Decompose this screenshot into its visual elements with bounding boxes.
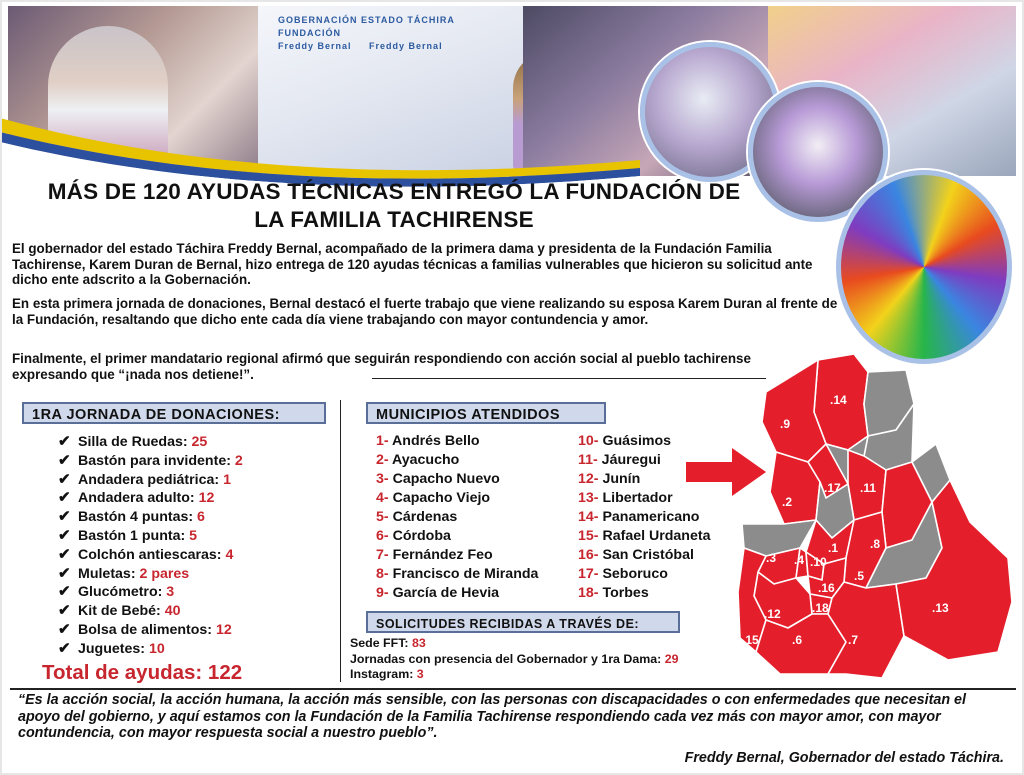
solicitud-label: Instagram: <box>350 667 417 681</box>
map-label: .18 <box>812 601 829 615</box>
municipio-number: 17- <box>578 566 599 582</box>
map-label: .9 <box>780 417 791 431</box>
map-label: .2 <box>782 495 793 509</box>
municipio-number: 9- <box>376 585 389 601</box>
paragraph-3: Finalmente, el primer mandatario regional afirmó que seguirán respondiendo con acción social al pueblo tachirense expresando que “¡nada nos detiene!”. <box>12 351 751 382</box>
municipio-number: 6- <box>376 528 389 544</box>
municipio-item <box>578 508 758 527</box>
municipio-number: 5- <box>376 509 389 525</box>
donation-label: Silla de Ruedas: <box>78 434 192 450</box>
map-label: .4 <box>794 553 805 567</box>
map-label: .12 <box>764 607 781 621</box>
municipio-number: 18- <box>578 585 599 601</box>
municipio-number: 4- <box>376 490 389 506</box>
donation-value: 40 <box>164 603 181 620</box>
donation-label: Colchón antiescaras: <box>78 546 226 563</box>
donation-value: 6 <box>197 509 205 526</box>
donation-value: 12 <box>215 621 232 638</box>
map-label: .10 <box>810 555 827 569</box>
municipio-item <box>578 565 758 584</box>
donation-item <box>58 527 348 546</box>
checkmark-icon: ✔ <box>58 620 71 638</box>
municipio-item <box>578 527 758 546</box>
backdrop-logo-4: Freddy Bernal <box>369 41 443 51</box>
solicitud-item <box>350 636 679 652</box>
donations-total: Total de ayudas: 122 <box>42 661 243 684</box>
donation-label: Kit de Bebé: <box>78 603 165 620</box>
donation-item <box>58 640 348 659</box>
municipio-number: 14- <box>578 509 599 525</box>
checkmark-icon: ✔ <box>58 583 71 601</box>
donation-label: Juguetes: <box>78 640 149 657</box>
municipio-name: Guásimos <box>598 433 672 449</box>
donation-label: Andadera adulto: <box>78 490 199 507</box>
headline <box>14 178 774 234</box>
municipio-item <box>376 470 576 489</box>
map-label: .7 <box>848 633 859 647</box>
paragraph-1: El gobernador del estado Táchira Freddy Bernal, acompañado de la primera dama y presidenta de la Fundación Familia Tachirense, Karem Duran de Bernal, hizo entrega de 120 ayudas técnicas a familias vulnerables que hicieron su solicitud ante dicho ente adscrito a la Gobernación. <box>12 241 813 288</box>
municipio-name: Rafael Urdaneta <box>598 528 711 544</box>
checkmark-icon: ✔ <box>58 545 71 563</box>
municipio-number: 3- <box>376 471 389 487</box>
column-divider <box>340 400 341 682</box>
municipio-number: 1- <box>376 433 389 449</box>
municipio-name: Seboruco <box>598 566 668 582</box>
donations-title: 1RA JORNADA DE DONACIONES: <box>22 402 326 424</box>
municipio-item <box>376 584 576 603</box>
municipio-name: San Cristóbal <box>598 547 694 563</box>
donation-value: 10 <box>148 640 165 657</box>
donation-label: Muletas: <box>78 565 140 582</box>
map-label: .17 <box>824 481 841 495</box>
municipio-number: 10- <box>578 433 599 449</box>
municipio-name: García de Hevia <box>388 585 500 601</box>
map-label: .1 <box>828 541 839 555</box>
circle-photo-toys <box>836 170 1012 364</box>
donation-value: 5 <box>189 527 198 544</box>
municipio-name: Córdoba <box>388 528 451 544</box>
solicitudes-title: SOLICITUDES RECIBIDAS A TRAVÉS DE: <box>366 611 680 633</box>
backdrop-logo-3: Freddy Bernal <box>278 41 352 51</box>
solicitud-value: 3 <box>416 667 424 681</box>
municipio-item <box>376 432 576 451</box>
map-label: .5 <box>854 569 865 583</box>
solicitud-label: Sede FFT: <box>350 636 412 650</box>
donation-item <box>58 489 348 508</box>
municipio-number: 2- <box>376 452 389 468</box>
donation-item <box>58 433 348 452</box>
checkmark-icon: ✔ <box>58 602 71 620</box>
donation-item <box>58 565 348 584</box>
headline-line-1: MÁS DE 120 AYUDAS TÉCNICAS ENTREGÓ LA FUNDACIÓN DE <box>47 179 741 204</box>
municipio-number: 13- <box>578 490 599 506</box>
municipio-item <box>376 451 576 470</box>
checkmark-icon: ✔ <box>58 508 71 526</box>
municipio-name: Panamericano <box>598 509 700 525</box>
governor-quote: “Es la acción social, la acción humana, la acción más sensible, con las personas con discapacidades o con enfermedades que necesitan el apoyo del gobierno, y aquí estamos con la Fundación de la Familia Tachirense respondiendo cada vez más con mayor amor, con mayor contundencia, con mayor respuesta social a nuestro pueblo”. <box>18 692 966 742</box>
donation-label: Bastón para invidente: <box>78 452 235 469</box>
donation-unit: pares <box>147 565 190 582</box>
donation-value: 2 <box>234 452 243 469</box>
municipio-name: Capacho Nuevo <box>388 471 500 487</box>
donation-item <box>58 583 348 602</box>
solicitud-value: 29 <box>664 651 679 666</box>
map-region-7 <box>828 582 904 678</box>
donation-label: Andadera pediátrica: <box>78 471 224 488</box>
map-label: .15 <box>742 633 759 647</box>
quote-divider <box>10 688 1016 690</box>
municipio-name: Andrés Bello <box>388 433 480 449</box>
map-label: .16 <box>818 581 835 595</box>
solicitud-value: 83 <box>411 636 426 650</box>
municipio-item <box>578 546 758 565</box>
donation-value: 2 <box>139 565 148 582</box>
municipio-number: 12- <box>578 471 599 487</box>
municipio-name: Capacho Viejo <box>388 490 491 506</box>
donation-value: 1 <box>223 471 231 488</box>
map-label: .8 <box>870 537 881 551</box>
paragraph-rule <box>372 378 766 379</box>
donations-list <box>58 433 348 659</box>
municipio-item <box>578 584 758 603</box>
donation-item <box>58 452 348 471</box>
donation-label: Bastón 4 puntas: <box>78 509 198 526</box>
municipio-name: Libertador <box>598 490 673 506</box>
municipio-item <box>376 565 576 584</box>
municipio-number: 15- <box>578 528 599 544</box>
checkmark-icon: ✔ <box>58 639 71 657</box>
backdrop-logos <box>278 14 518 53</box>
paragraph-2: En esta primera jornada de donaciones, Bernal destacó el fuerte trabajo que viene realizando su esposa Karem Duran al frente de la Fundación, resaltando que dicho ente cada día viene trabajando con mayor contundencia y amor. <box>12 296 838 327</box>
donation-label: Bastón 1 punta: <box>78 527 190 544</box>
map-label: .3 <box>766 551 777 565</box>
quote-author: Freddy Bernal, Gobernador del estado Táchira. <box>684 750 1004 766</box>
municipio-item <box>376 527 576 546</box>
donation-value: 4 <box>225 546 234 563</box>
donation-item <box>58 471 348 490</box>
municipio-number: 16- <box>578 547 599 563</box>
checkmark-icon: ✔ <box>58 433 71 450</box>
municipio-name: Fernández Feo <box>388 547 493 563</box>
donation-item <box>58 546 348 565</box>
donation-value: 3 <box>166 584 175 601</box>
municipio-name: Cárdenas <box>388 509 458 525</box>
checkmark-icon: ✔ <box>58 564 71 582</box>
municipio-number: 8- <box>376 566 389 582</box>
backdrop-logo-2: FUNDACIÓN <box>278 28 341 38</box>
donation-value: 12 <box>198 490 215 507</box>
donation-label: Bolsa de alimentos: <box>78 621 216 638</box>
checkmark-icon: ✔ <box>58 451 71 469</box>
solicitudes-list <box>350 636 679 683</box>
solicitud-item <box>350 667 679 683</box>
donation-item <box>58 602 348 621</box>
municipio-number: 7- <box>376 547 389 563</box>
municipio-item <box>376 489 576 508</box>
municipio-name: Ayacucho <box>388 452 460 468</box>
municipio-name: Francisco de Miranda <box>388 566 539 582</box>
map-label: .11 <box>860 481 877 495</box>
checkmark-icon: ✔ <box>58 526 71 544</box>
headline-line-2: LA FAMILIA TACHIRENSE <box>254 207 534 232</box>
municipios-list-col-1 <box>376 432 576 603</box>
donation-item <box>58 621 348 640</box>
municipio-name: Jáuregui <box>597 452 661 468</box>
municipio-item <box>376 508 576 527</box>
map-label: .14 <box>830 393 847 407</box>
municipio-name: Torbes <box>598 585 649 601</box>
solicitud-label: Jornadas con presencia del Gobernador y 1ra Dama: <box>350 651 665 666</box>
checkmark-icon: ✔ <box>58 489 71 507</box>
municipios-title: MUNICIPIOS ATENDIDOS <box>366 402 606 424</box>
map-label: .13 <box>932 601 949 615</box>
municipio-name: Junín <box>598 471 641 487</box>
municipio-item <box>376 546 576 565</box>
map-label: .6 <box>792 633 803 647</box>
donation-label: Glucómetro: <box>78 584 167 601</box>
donation-value: 25 <box>191 434 208 450</box>
municipio-number: 11- <box>578 452 598 468</box>
solicitud-item <box>350 652 679 668</box>
donation-item <box>58 508 348 527</box>
tachira-map <box>736 352 1016 684</box>
backdrop-logo-1: GOBERNACIÓN ESTADO TÁCHIRA <box>278 15 455 25</box>
checkmark-icon: ✔ <box>58 470 71 488</box>
